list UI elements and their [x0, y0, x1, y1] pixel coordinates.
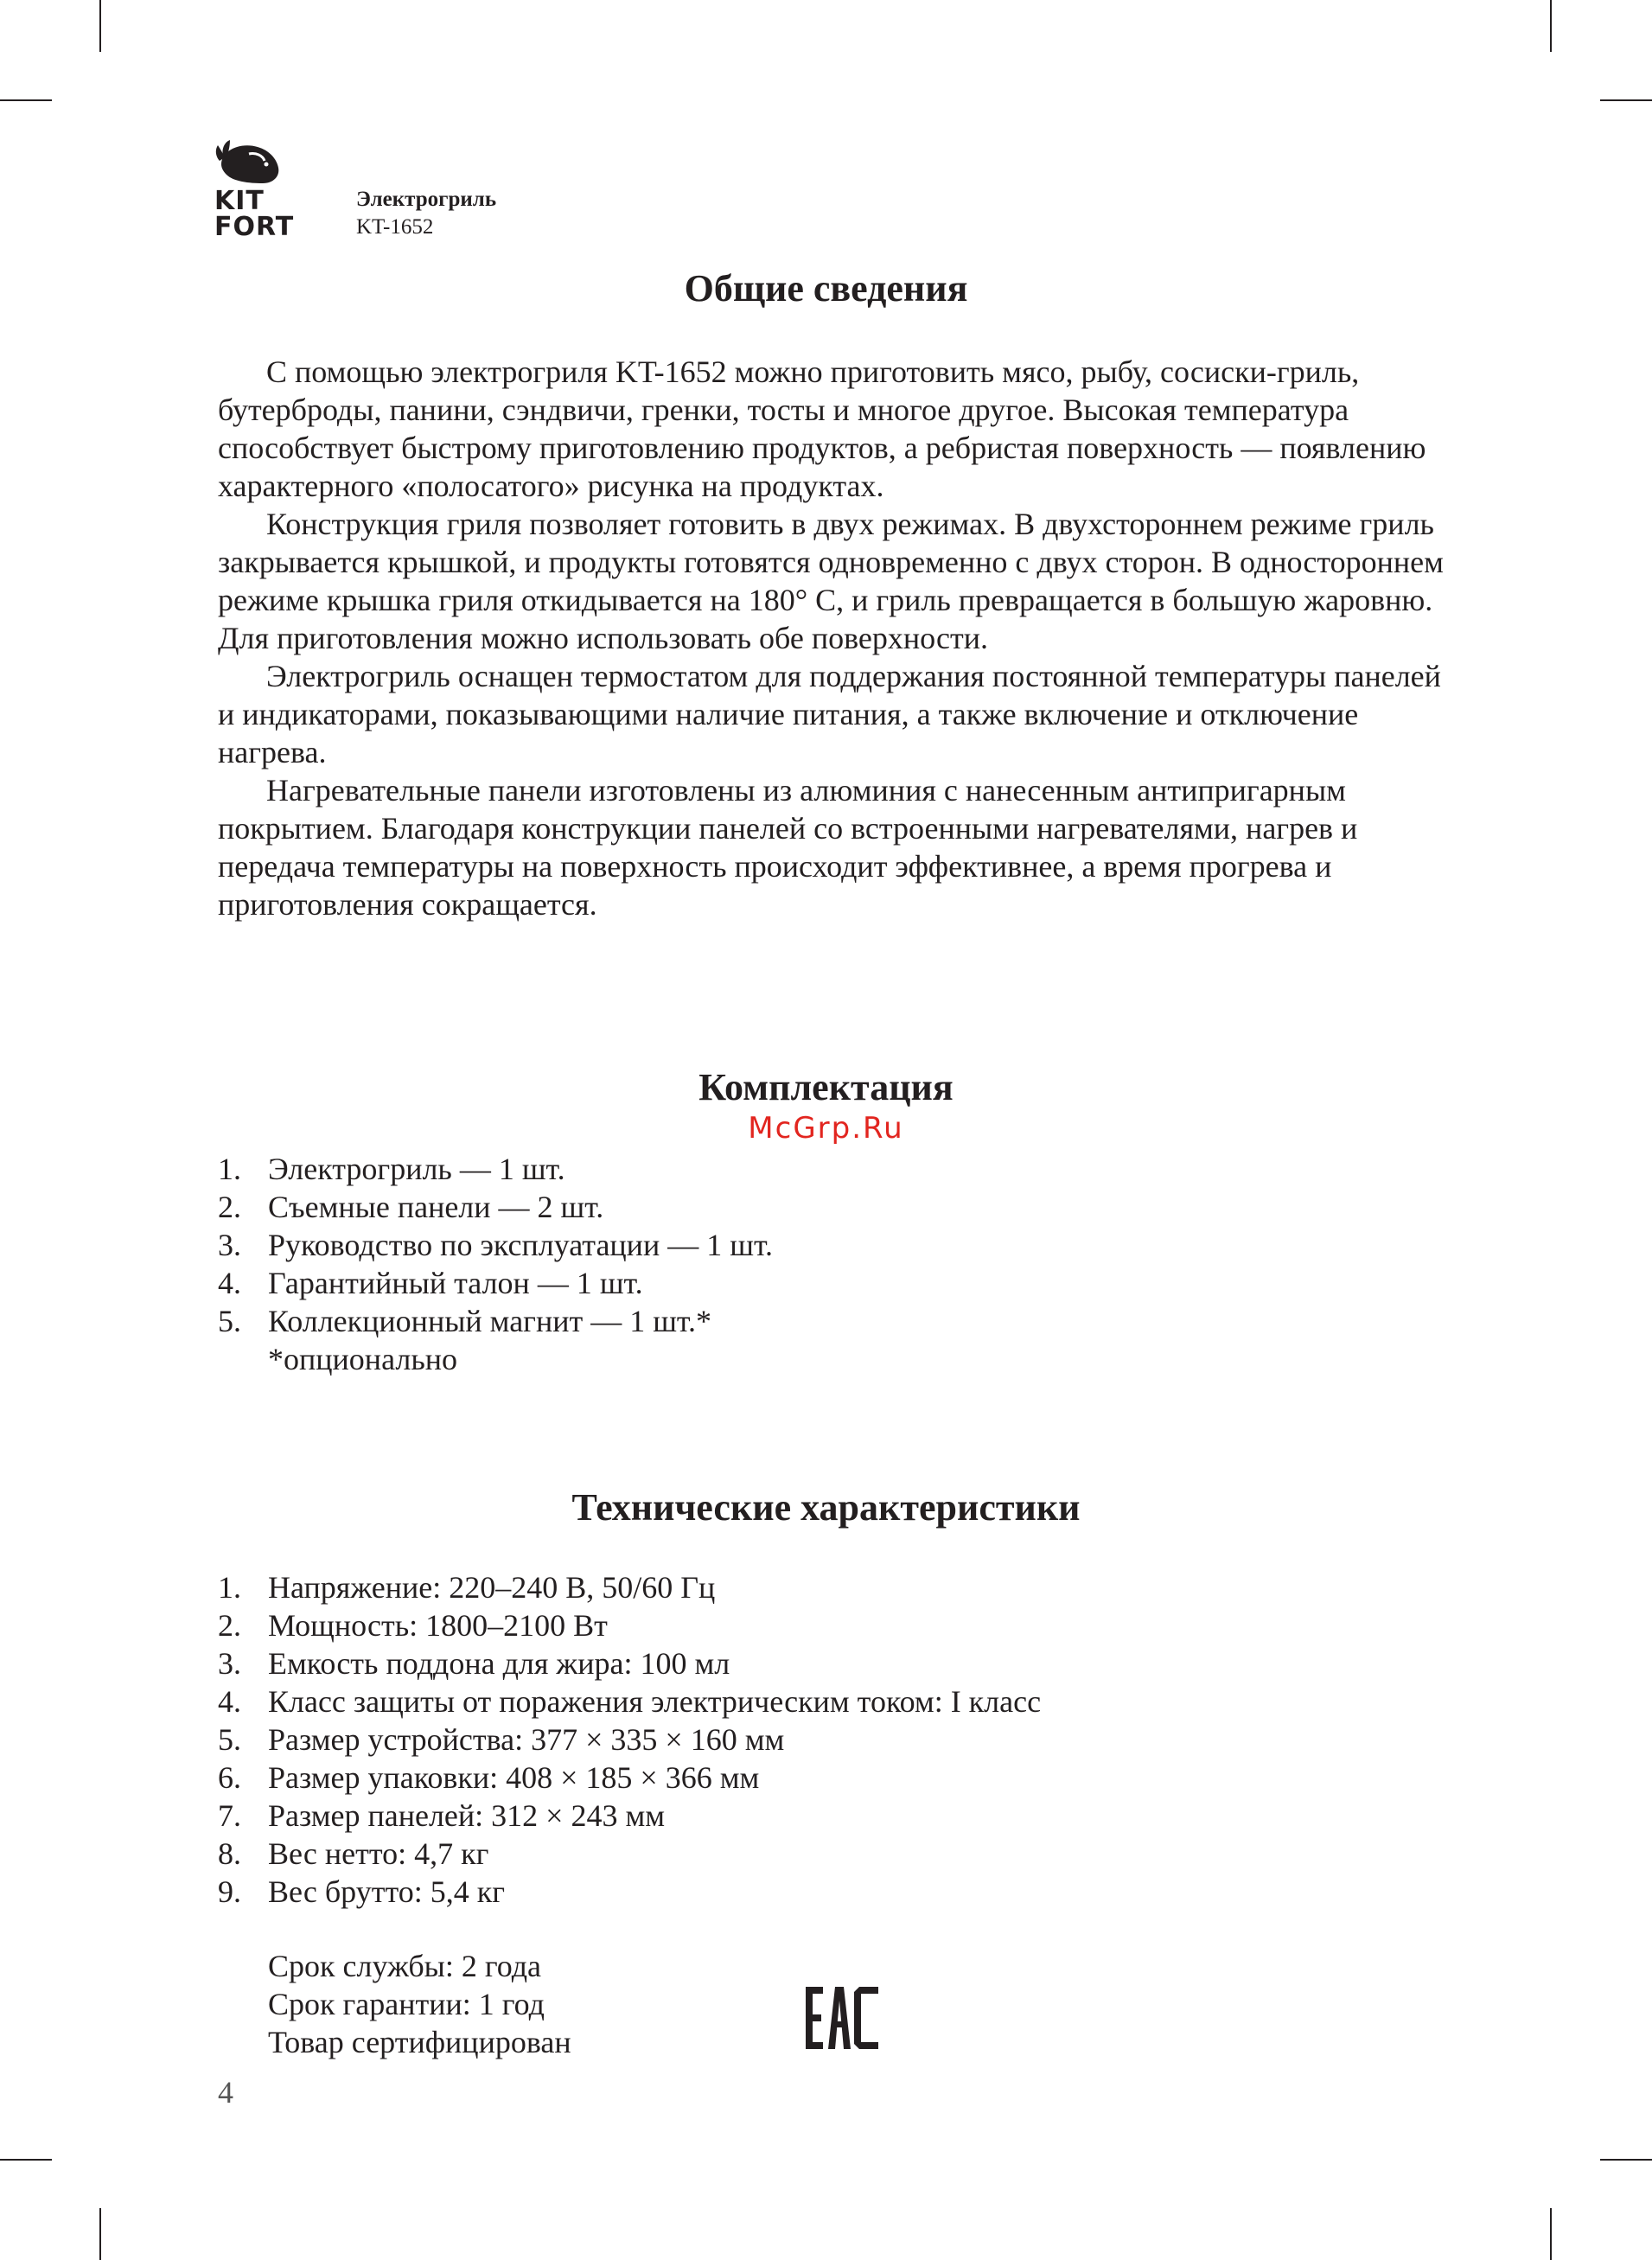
logo-text-line2: FORT [214, 212, 295, 242]
list-item: 3. Руководство по эксплуатации — 1 шт. [218, 1228, 773, 1262]
product-model: KT-1652 [356, 215, 434, 239]
list-item: 6. Размер упаковки: 408 × 185 × 366 мм [218, 1760, 760, 1795]
eac-mark-icon [806, 1987, 878, 2049]
list-item: 2. Съемные панели — 2 шт. [218, 1190, 604, 1224]
list-item: 5. Коллекционный магнит — 1 шт.* [218, 1304, 711, 1338]
crop-mark [0, 2159, 52, 2161]
watermark-link[interactable]: McGrp.Ru [748, 1111, 904, 1146]
certification-note: Товар сертифицирован [268, 2025, 571, 2059]
section-heading-package: Комплектация [698, 1066, 954, 1108]
logo-text-line1: KIT [214, 186, 265, 216]
crop-mark [1600, 99, 1652, 101]
crop-mark [1550, 0, 1552, 52]
crop-mark [99, 0, 101, 52]
service-life: Срок службы: 2 года [268, 1949, 542, 1983]
general-text [218, 353, 1445, 923]
list-item: 1. Напряжение: 220–240 В, 50/60 Гц [218, 1570, 716, 1605]
list-item: 4. Класс защиты от поражения электрическим током: I класс [218, 1684, 1042, 1719]
crop-mark [0, 99, 52, 101]
package-list-wrap [218, 1150, 773, 1378]
list-item: 3. Емкость поддона для жира: 100 мл [218, 1646, 730, 1681]
list-item: 7. Размер панелей: 312 × 243 мм [218, 1798, 666, 1833]
package-list [218, 1150, 773, 1340]
product-title: Электрогриль [356, 188, 497, 211]
paragraph: Электрогриль оснащен термостатом для поддержания постоянной температуры панелей и индикаторами, показывающими наличие питания, а также включение и отключение нагрева. [218, 659, 1441, 769]
paragraph: Конструкция гриля позволяет готовить в двух режимах. В двухстороннем режиме гриль закрывается крышкой, и продукты готовятся одновременно с двух сторон. В одностороннем режиме крышка гриля откидывается на 180° С, и гриль превращается в большую жаровню. Для приготовления можно использовать обе поверхности. [218, 507, 1444, 655]
list-item: 4. Гарантийный талон — 1 шт. [218, 1266, 643, 1300]
paragraph: С помощью электрогриля KT-1652 можно приготовить мясо, рыбу, сосиски-гриль, бутерброды, панини, сэндвичи, гренки, тосты и многое другое. Высокая температура способствует быстрому приготовлению продуктов, а ребристая поверхность — появлению характерного «полосатого» рисунка на продуктах. [218, 354, 1426, 503]
kitfort-logo [214, 138, 295, 242]
crop-mark [1550, 2208, 1552, 2260]
warranty-period: Срок гарантии: 1 год [268, 1987, 545, 2021]
list-item: 2. Мощность: 1800–2100 Вт [218, 1608, 608, 1643]
section-heading-specs: Технические характеристики [571, 1486, 1081, 1529]
whale-icon [214, 138, 284, 187]
crop-mark [1600, 2159, 1652, 2161]
list-item: 9. Вес брутто: 5,4 кг [218, 1874, 505, 1909]
paragraph: Нагревательные панели изготовлены из алюминия с нанесенным антипригарным покрытием. Благодаря конструкции панелей со встроенными нагревателями, нагрев и передача температуры на поверхность происходит эффективнее, а время прогрева и приготовления сокращается. [218, 773, 1358, 922]
service-info [268, 1947, 571, 2061]
optional-note: *опционально [268, 1342, 458, 1376]
crop-mark [99, 2208, 101, 2260]
list-item: 5. Размер устройства: 377 × 335 × 160 мм [218, 1722, 785, 1757]
header-product [356, 186, 496, 241]
page-number: 4 [218, 2075, 233, 2110]
section-heading-general: Общие сведения [684, 267, 968, 310]
list-item: 8. Вес нетто: 4,7 кг [218, 1836, 489, 1871]
specs-list [218, 1568, 1041, 1911]
list-item: 1. Электрогриль — 1 шт. [218, 1152, 565, 1186]
